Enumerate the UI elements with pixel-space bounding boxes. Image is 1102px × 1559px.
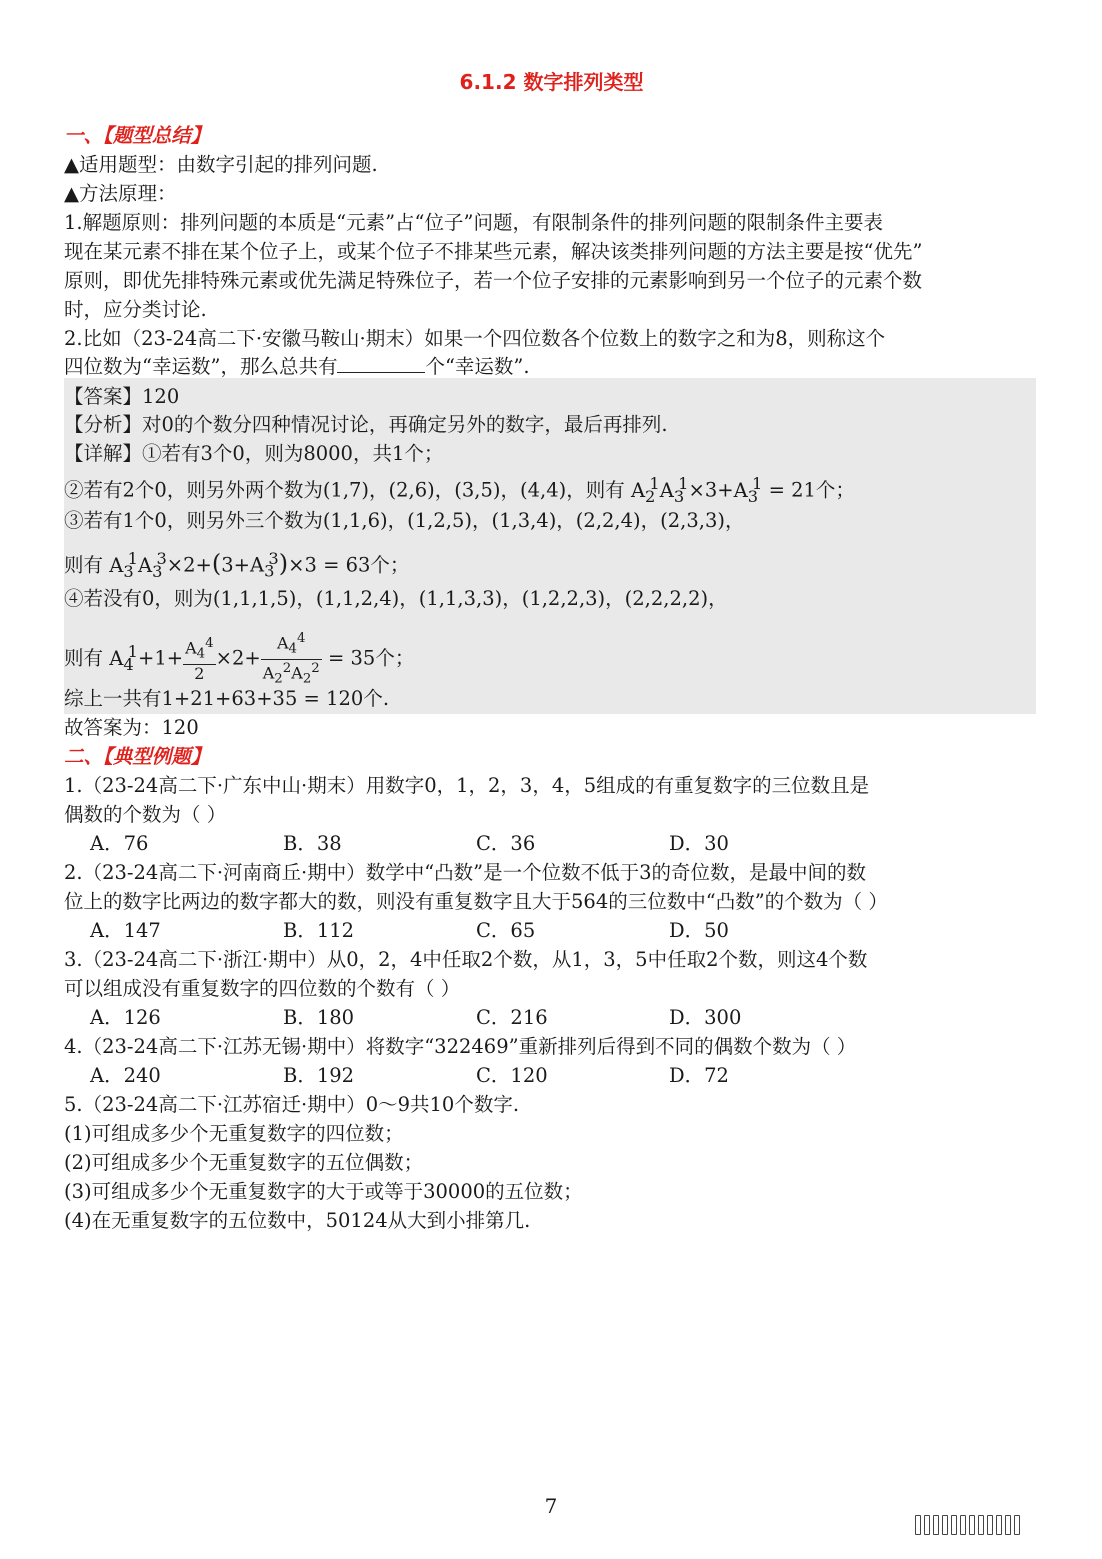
detail-line: 则有 $A_3^1A_3^3\times 2+(3+A_3^3)\times 3 = 63$个； (64, 549, 410, 581)
detail-text: ×3+ (688, 478, 734, 502)
options-row (90, 1062, 862, 1090)
option: C．65 (476, 919, 536, 942)
option: D．30 (669, 832, 729, 855)
analysis-line: 【分析】对0的个数分四种情况讨论，再确定另外的数字，最后再排列. (64, 413, 668, 436)
section1-heading: 一、【题型总结】 (64, 124, 211, 147)
summary-line: 综上一共有1+21+63+35 = 120个. (64, 687, 390, 710)
formula: $A_3^1A_3^3$ (109, 549, 167, 581)
options-row (90, 1004, 862, 1032)
formula: $A_4^1$ (109, 642, 138, 674)
section2-heading: 二、【典型例题】 (64, 745, 211, 768)
principle-line: 原则，即优先排特殊元素或优先满足特殊位子，若一个位子安排的元素影响到另一个位子的元素个数 (64, 269, 923, 292)
question-line: 4.（23-24高二下·江苏无锡·期中）将数字“322469”重新排列后得到不同的偶数个数为（ ） (64, 1035, 857, 1058)
detail-line (64, 630, 414, 688)
watermark-logo (915, 1515, 1075, 1535)
detail-text: = 35个； (327, 646, 415, 670)
question-line: 位上的数字比两边的数字都大的数，则没有重复数字且大于564的三位数中“凸数”的个数为（ ） (64, 890, 888, 913)
formula: $A_3^1$ (733, 474, 763, 506)
answer-blank (337, 354, 425, 373)
applicable-line: ▲适用题型：由数字引起的排列问题. (64, 153, 378, 176)
detail-text: ×2+ (215, 646, 261, 670)
final-answer-line: 故答案为：120 (64, 716, 199, 739)
detail-text: 则有 (64, 553, 104, 577)
principle-line: 1.解题原则：排列问题的本质是“元素”占“位子”问题，有限制条件的排列问题的限制条件主要表 (64, 211, 883, 234)
option: B．180 (283, 1006, 355, 1029)
page-number: 7 (544, 1494, 558, 1518)
option: A．147 (90, 919, 161, 942)
detail-text: ×3 = 63个； (288, 553, 410, 577)
options-row (90, 917, 862, 945)
option: C．36 (476, 832, 536, 855)
question-part: (2)可组成多少个无重复数字的五位偶数； (64, 1151, 424, 1174)
question-line: 偶数的个数为（ ） (64, 803, 227, 826)
option: A．126 (90, 1006, 161, 1029)
detail-line: ③若有1个0，则另外三个数为(1,1,6)，(1,2,5)，(1,3,4)，(2,2,4)，(2,3,3)， (64, 509, 745, 532)
option: D．72 (669, 1064, 729, 1087)
option: B．112 (283, 919, 355, 942)
question-line: 可以组成没有重复数字的四位数的个数有（ ） (64, 977, 461, 1000)
method-line: ▲方法原理： (64, 182, 177, 205)
question-line: 3.（23-24高二下·浙江·期中）从0，2，4中任取2个数，从1，3，5中任取2个数，则这4个数 (64, 948, 868, 971)
option: A．240 (90, 1064, 161, 1087)
example-line-2 (64, 353, 530, 381)
principle-line: 现在某元素不排在某个位子上，或某个位子不排某些元素，解决该类排列问题的方法主要是按“优先” (64, 240, 923, 263)
option: D．300 (669, 1006, 742, 1029)
option: D．50 (669, 919, 729, 942)
detail-text: 则有 (64, 646, 104, 670)
formula: ( (211, 549, 222, 578)
detail-line (64, 470, 855, 510)
question-line: 2.（23-24高二下·河南商丘·期中）数学中“凸数”是一个位数不低于3的奇位数，是最中间的数 (64, 861, 867, 884)
page-title: 6.1.2 数字排列类型 (459, 70, 644, 94)
question-line: 1.（23-24高二下·广东中山·期末）用数字0，1，2，3，4，5组成的有重复数字的三位数且是 (64, 774, 870, 797)
principle-line: 时，应分类讨论. (64, 298, 207, 321)
detail-text: +1+ (138, 646, 184, 670)
option: A．76 (90, 832, 149, 855)
detail-line: 【详解】①若有3个0，则为8000，共1个； (64, 442, 444, 465)
option: B．192 (283, 1064, 355, 1087)
formula: $A_2^1A_3^1$ (630, 474, 689, 506)
fraction: $\frac{A_4^4}{A_2^2A_2^2}$ (262, 631, 320, 687)
formula: ) (278, 549, 289, 578)
detail-text: = 21个； (768, 478, 855, 502)
detail-line: ④若没有0，则为(1,1,1,5)，(1,1,2,4)，(1,1,3,3)，(1,2,2,3)，(2,2,2,2)， (64, 587, 728, 610)
question-part: (4)在无重复数字的五位数中，50124从大到小排第几. (64, 1209, 531, 1232)
answer-line: 【答案】120 (64, 385, 180, 408)
detail-text: ②若有2个0，则另外两个数为(1,7)，(2,6)，(3,5)，(4,4)，则有 (64, 478, 625, 502)
example-text: 四位数为“幸运数”，那么总共有 (64, 355, 338, 378)
detail-text: ×2+ (166, 553, 212, 577)
question-part: (3)可组成多少个无重复数字的大于或等于30000的五位数； (64, 1180, 583, 1203)
example-line: 2.比如（23-24高二下·安徽马鞍山·期末）如果一个四位数各个位数上的数字之和为8，则称这个 (64, 327, 886, 350)
question-line: 5.（23-24高二下·江苏宿迁·期中）0～9共10个数字. (64, 1093, 520, 1116)
option: C．216 (476, 1006, 548, 1029)
example-text: 个“幸运数”. (425, 355, 530, 378)
option: B．38 (283, 832, 342, 855)
fraction: $\frac{A_4^4}{2}$ (185, 636, 214, 683)
question-part: (1)可组成多少个无重复数字的四位数； (64, 1122, 404, 1145)
options-row (90, 830, 862, 858)
option: C．120 (476, 1064, 548, 1087)
